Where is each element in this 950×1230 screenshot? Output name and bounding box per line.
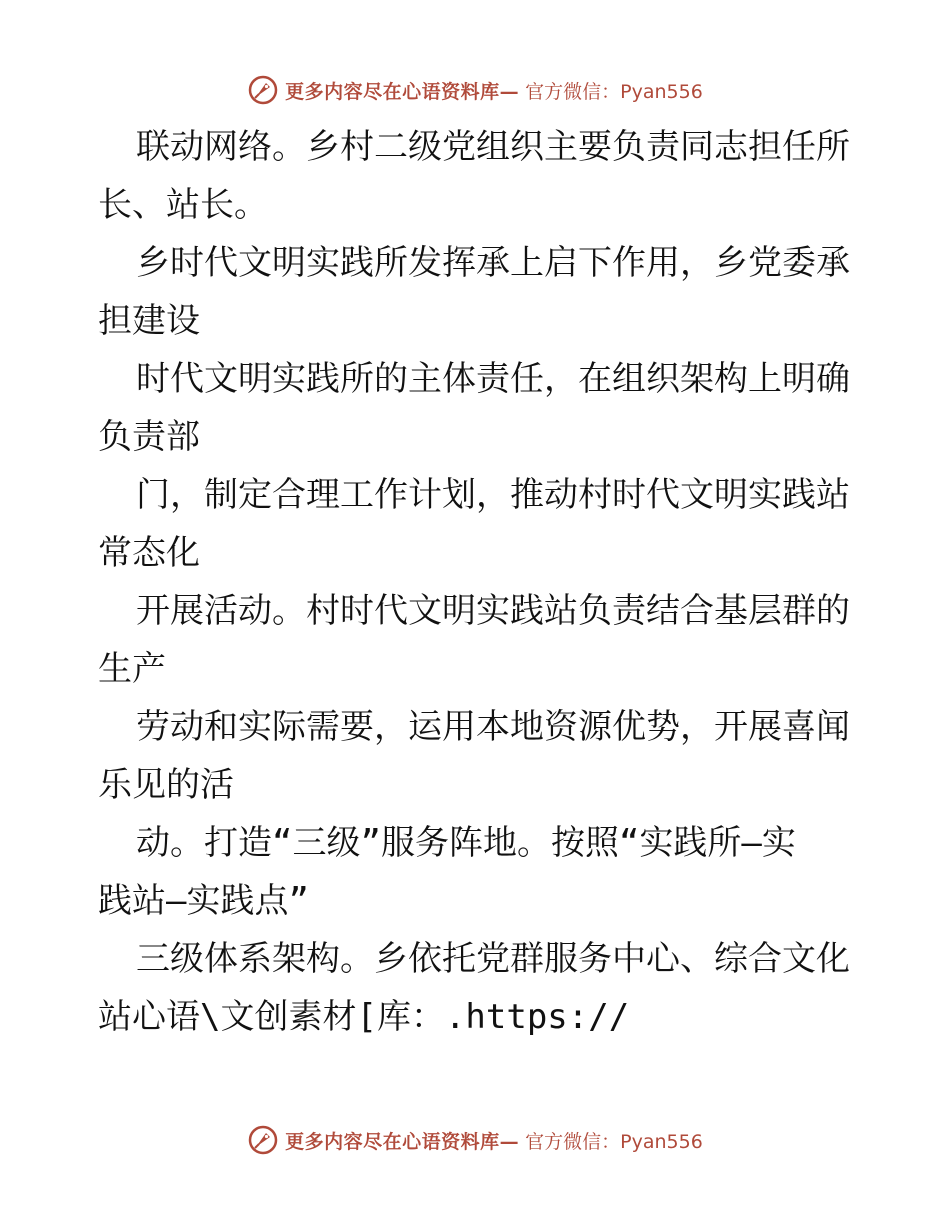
document-body <box>98 118 858 1046</box>
body-line: 门，制定合理工作计划，推动村时代文明实践站 <box>136 475 850 515</box>
body-line: 践站—实践点” <box>98 881 309 921</box>
footer-banner <box>0 1122 950 1158</box>
header-wechat-text: 官方微信：Pyan556 <box>525 80 703 103</box>
body-line: 时代文明实践所的主体责任，在组织架构上明确 <box>136 359 850 399</box>
header-banner-text: 更多内容尽在心语资料库— <box>285 80 520 103</box>
body-line: 乐见的活 <box>98 765 234 805</box>
body-line: 常态化 <box>98 533 200 573</box>
body-line: 担建设 <box>98 301 200 341</box>
body-line: 长、站长。 <box>98 185 268 225</box>
body-line: 生产 <box>98 649 166 689</box>
body-line: 站心语\文创素材[库：.https:// <box>98 997 630 1037</box>
body-line: 联动网络。乡村二级党组织主要负责同志担任所 <box>136 127 850 167</box>
body-line: 乡时代文明实践所发挥承上启下作用，乡党委承 <box>136 243 850 283</box>
body-line: 开展活动。村时代文明实践站负责结合基层群的 <box>136 591 850 631</box>
pen-nib-logo-icon <box>247 74 279 106</box>
header-banner <box>0 72 950 108</box>
body-line: 三级体系架构。乡依托党群服务中心、综合文化 <box>136 939 850 979</box>
footer-wechat-text: 官方微信：Pyan556 <box>525 1130 703 1153</box>
footer-banner-text: 更多内容尽在心语资料库— <box>285 1130 520 1153</box>
body-line: 劳动和实际需要，运用本地资源优势，开展喜闻 <box>136 707 850 747</box>
pen-nib-logo-icon <box>247 1124 279 1156</box>
body-line: 负责部 <box>98 417 200 457</box>
body-line: 动。打造“三级”服务阵地。按照“实践所—实 <box>136 823 796 863</box>
